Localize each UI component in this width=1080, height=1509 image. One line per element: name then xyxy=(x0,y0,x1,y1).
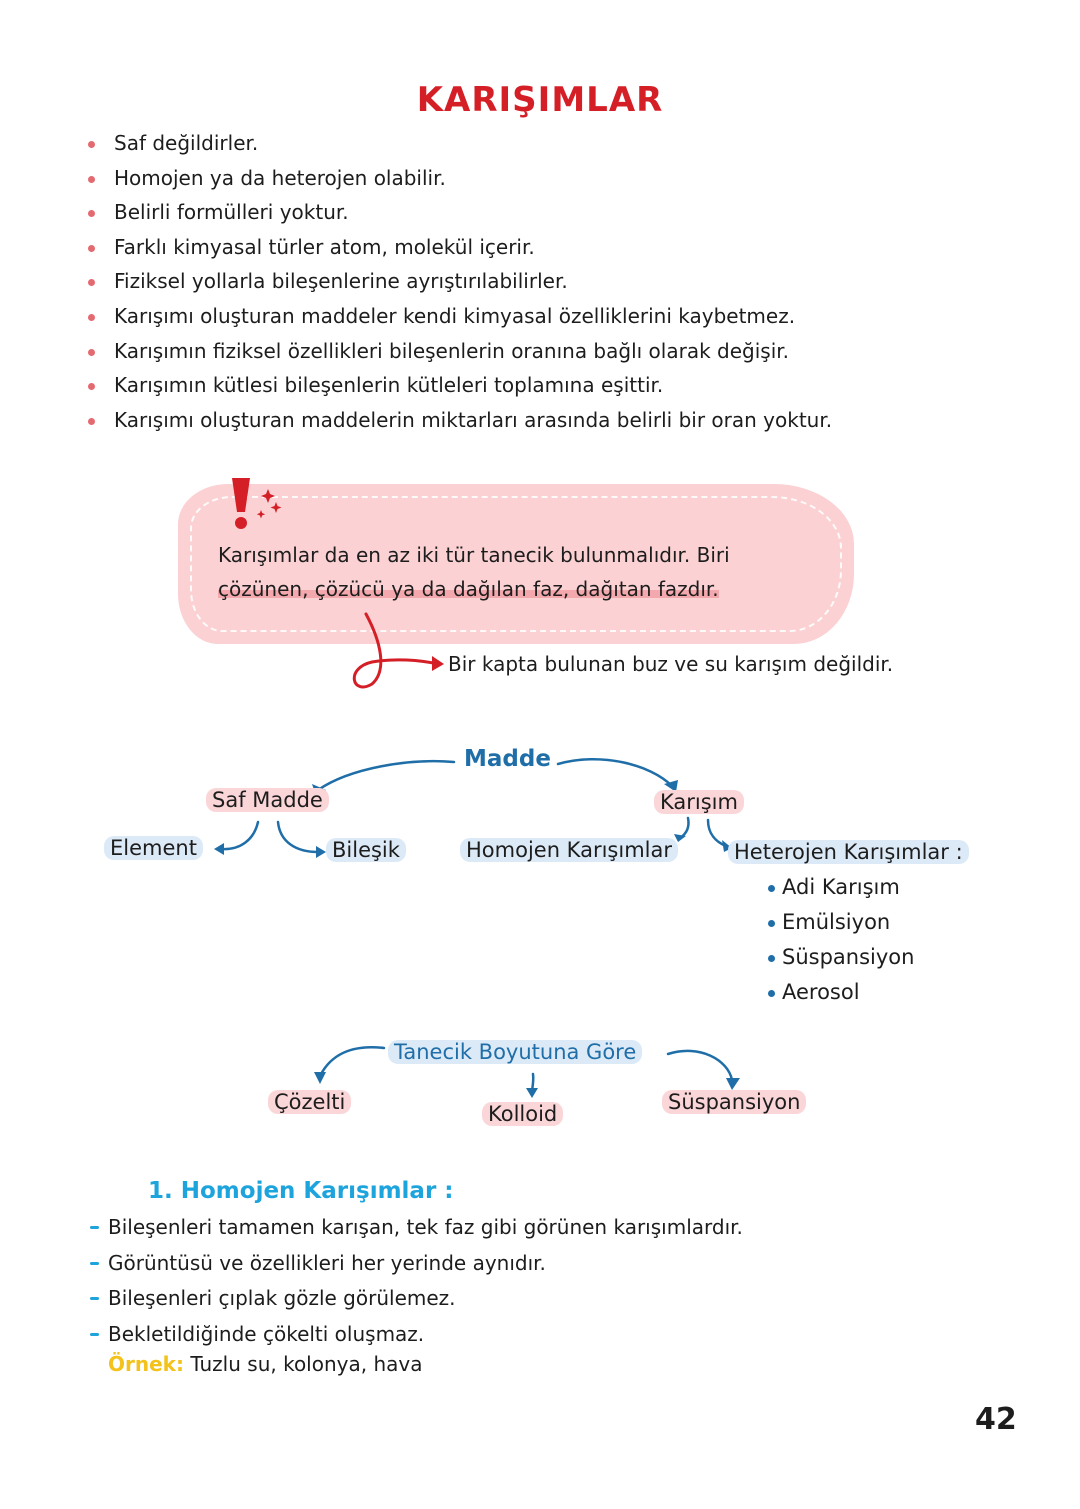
list-item: Karışımı oluşturan maddeler kendi kimyasal özelliklerini kaybetmez. xyxy=(88,299,832,334)
list-item: Süspansiyon xyxy=(766,940,914,975)
exclamation-sparkle-icon xyxy=(232,478,282,529)
list-item: Görüntüsü ve özellikleri her yerinde aynıdır. xyxy=(88,1246,743,1282)
page-number: 42 xyxy=(975,1402,1017,1437)
example-label: Örnek: xyxy=(108,1352,184,1376)
node-madde: Madde xyxy=(464,746,551,772)
list-item: Homojen ya da heterojen olabilir. xyxy=(88,161,832,196)
list-item: Farklı kimyasal türler atom, molekül içerir. xyxy=(88,230,832,265)
node-tanecik-boyutu: Tanecik Boyutuna Göre xyxy=(388,1040,642,1064)
node-karisim: Karışım xyxy=(654,790,744,814)
node-heterojen: Heterojen Karışımlar : xyxy=(728,840,969,864)
list-item: Karışımın fiziksel özellikleri bileşenlerin oranına bağlı olarak değişir. xyxy=(88,334,832,369)
node-kolloid: Kolloid xyxy=(482,1102,563,1126)
node-bilesik: Bileşik xyxy=(326,838,406,862)
curly-arrow-icon xyxy=(354,614,444,687)
list-item: Karışımın kütlesi bileşenlerin kütleleri toplamına eşittir. xyxy=(88,368,832,403)
node-element: Element xyxy=(104,836,203,860)
node-cozelti: Çözelti xyxy=(268,1090,351,1114)
list-item: Fiziksel yollarla bileşenlerine ayrıştırılabilirler. xyxy=(88,264,832,299)
example-text: Tuzlu su, kolonya, hava xyxy=(183,1352,423,1376)
list-item: Adi Karışım xyxy=(766,870,914,905)
node-suspansiyon: Süspansiyon xyxy=(662,1090,806,1114)
list-item: Emülsiyon xyxy=(766,905,914,940)
list-item: Bileşenleri tamamen karışan, tek faz gibi görünen karışımlardır. xyxy=(88,1210,743,1246)
list-item: Aerosol xyxy=(766,975,914,1010)
note-line-2: çözünen, çözücü ya da dağılan faz, dağıtan fazdır. xyxy=(218,577,719,601)
side-note: Bir kapta bulunan buz ve su karışım değildir. xyxy=(448,652,894,676)
page-title: KARIŞIMLAR xyxy=(416,80,664,120)
list-item: Bileşenleri çıplak gözle görülemez. xyxy=(88,1281,743,1317)
list-item: Saf değildirler. xyxy=(88,126,832,161)
node-homojen: Homojen Karışımlar xyxy=(460,838,678,862)
note-line-1: Karışımlar da en az iki tür tanecik bulunmalıdır. Biri xyxy=(218,543,730,567)
list-item: Bekletildiğinde çökelti oluşmaz. xyxy=(88,1317,743,1353)
list-item: Belirli formülleri yoktur. xyxy=(88,195,832,230)
section-title: 1. Homojen Karışımlar : xyxy=(148,1178,454,1204)
node-saf-madde: Saf Madde xyxy=(206,788,329,812)
list-item: Karışımı oluşturan maddelerin miktarları arasında belirli bir oran yoktur. xyxy=(88,403,832,438)
note-text xyxy=(218,538,730,606)
